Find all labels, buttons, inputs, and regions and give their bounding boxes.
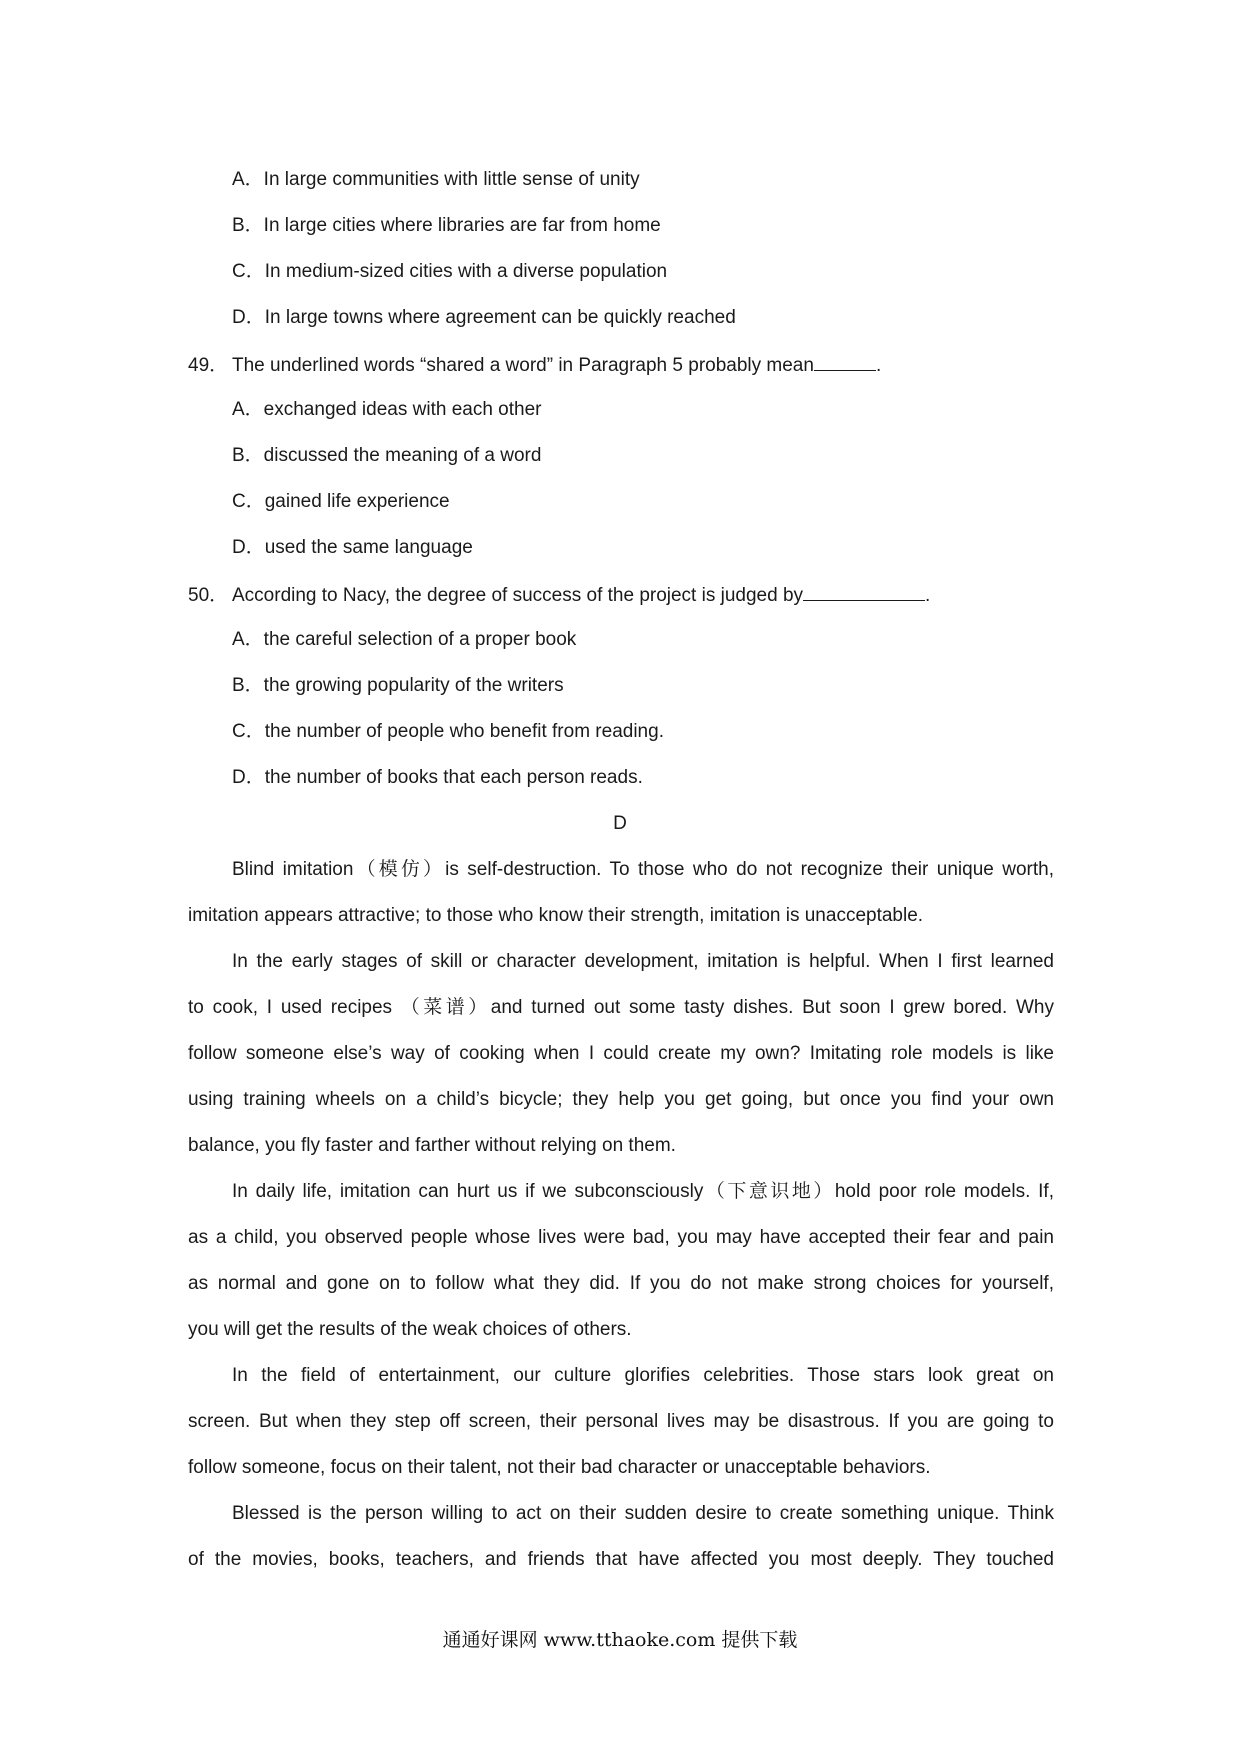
passage-line: In the field of entertainment, our culture glorifies celebrities. Those stars look great on [232, 1365, 1054, 1386]
passage-line: Blind imitation（模仿）is self-destruction. To those who do not recognize their unique worth, [232, 859, 1054, 880]
q49-number: 49． [188, 355, 229, 376]
passage-line: balance, you fly faster and farther without relying on them. [188, 1135, 676, 1156]
q49-option-c: C．gained life experience [232, 491, 450, 512]
q50-option-b: B．the growing popularity of the writers [232, 675, 564, 696]
q49-option-d: D．used the same language [232, 537, 473, 558]
section-heading: D [613, 813, 627, 834]
q49-option-a: A．exchanged ideas with each other [232, 399, 542, 420]
passage-line: In daily life, imitation can hurt us if we subconsciously（下意识地）hold poor role models. If, [232, 1181, 1054, 1202]
q50-stem-text: According to Nacy, the degree of success of the project is judged by [232, 585, 804, 606]
passage-line: you will get the results of the weak choices of others. [188, 1319, 632, 1340]
passage-line: In the early stages of skill or character development, imitation is helpful. When I first learned [232, 951, 1054, 972]
q50-stem [188, 582, 930, 608]
passage-line: of the movies, books, teachers, and friends that have affected you most deeply. They touched [188, 1549, 1054, 1570]
passage-line: as a child, you observed people whose lives were bad, you may have accepted their fear and pain [188, 1227, 1054, 1248]
q49-stem-end: . [875, 355, 882, 376]
passage-line: follow someone else’s way of cooking when I could create my own? Imitating role models is like [188, 1043, 1054, 1064]
q50-option-a: A．the careful selection of a proper book [232, 629, 577, 650]
q50-option-d: D．the number of books that each person reads. [232, 767, 643, 788]
q49-answer-blank [814, 352, 876, 371]
q48-option-a: A．In large communities with little sense of unity [232, 169, 640, 190]
q49-option-b: B．discussed the meaning of a word [232, 445, 542, 466]
q49-stem-text: The underlined words “shared a word” in Paragraph 5 probably mean [232, 355, 814, 376]
passage-line: imitation appears attractive; to those who know their strength, imitation is unacceptable. [188, 905, 924, 926]
passage-line: to cook, I used recipes （菜谱）and turned out some tasty dishes. But soon I grew bored. Why [188, 997, 1054, 1018]
q49-stem [188, 352, 881, 378]
q50-number: 50． [188, 585, 229, 606]
passage-line: as normal and gone on to follow what they did. If you do not make strong choices for yourself, [188, 1273, 1054, 1294]
q48-option-b: B．In large cities where libraries are far from home [232, 215, 661, 236]
q48-option-c: C．In medium-sized cities with a diverse population [232, 261, 668, 282]
q50-answer-blank [803, 582, 925, 601]
passage-line: Blessed is the person willing to act on their sudden desire to create something unique. Think [232, 1503, 1054, 1524]
passage-line: using training wheels on a child’s bicycle; they help you get going, but once you find your own [188, 1089, 1054, 1110]
q50-stem-end: . [925, 585, 931, 606]
passage-line: follow someone, focus on their talent, not their bad character or unacceptable behaviors. [188, 1457, 931, 1478]
page-footer: 通通好课网 www.tthaoke.com 提供下载 [442, 1629, 798, 1651]
q48-option-d: D．In large towns where agreement can be quickly reached [232, 307, 736, 328]
q50-option-c: C．the number of people who benefit from reading. [232, 721, 664, 742]
passage-line: screen. But when they step off screen, their personal lives may be disastrous. If you are going to [188, 1411, 1054, 1432]
